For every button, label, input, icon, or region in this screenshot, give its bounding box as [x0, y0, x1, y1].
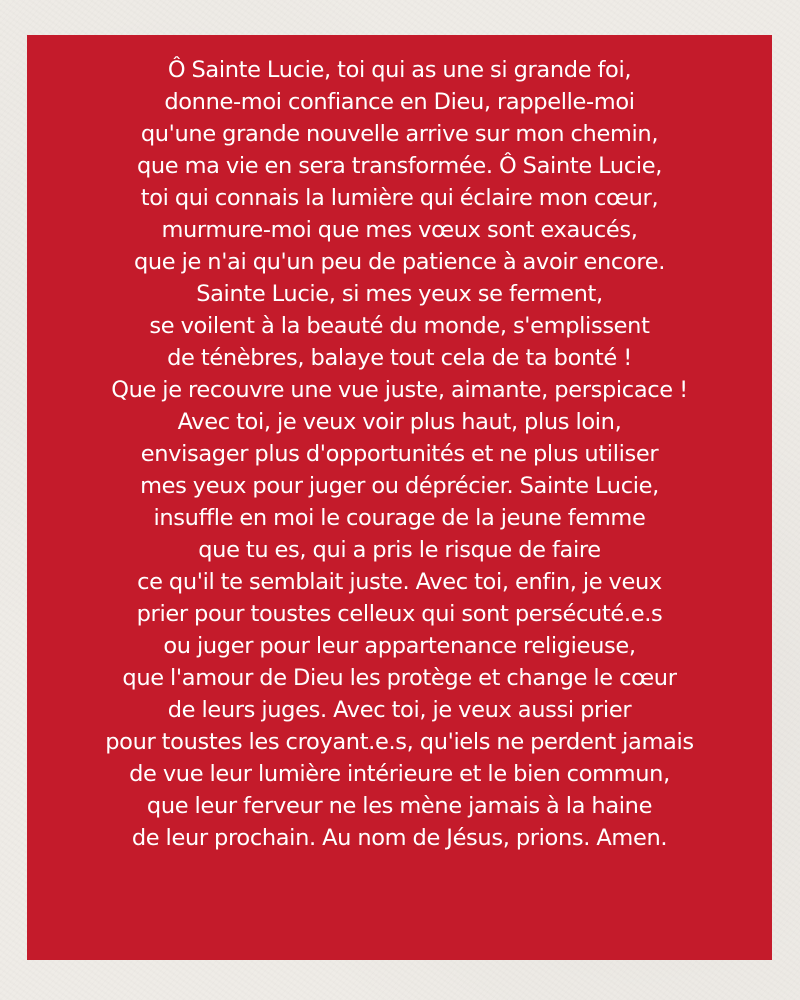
prayer-line: toi qui connais la lumière qui éclaire mon cœur, — [140, 185, 659, 211]
prayer-line: pour toustes les croyant.e.s, qu'iels ne perdent jamais — [105, 729, 694, 755]
prayer-line: se voilent à la beauté du monde, s'emplissent — [149, 313, 650, 339]
prayer-line: qu'une grande nouvelle arrive sur mon chemin, — [140, 121, 659, 147]
prayer-line: insuffle en moi le courage de la jeune femme — [153, 505, 646, 531]
prayer-line: Avec toi, je veux voir plus haut, plus loin, — [177, 409, 622, 435]
prayer-line: ce qu'il te semblait juste. Avec toi, enfin, je veux — [137, 569, 662, 595]
prayer-line: que tu es, qui a pris le risque de faire — [198, 537, 601, 563]
prayer-text — [35, 54, 764, 854]
prayer-card — [27, 35, 772, 960]
prayer-line: envisager plus d'opportunités et ne plus utiliser — [140, 441, 659, 467]
prayer-line: de vue leur lumière intérieure et le bien commun, — [129, 761, 670, 787]
prayer-line: Que je recouvre une vue juste, aimante, perspicace ! — [111, 377, 688, 403]
prayer-line: de leur prochain. Au nom de Jésus, prions. Amen. — [131, 825, 668, 851]
prayer-line: Sainte Lucie, si mes yeux se ferment, — [196, 281, 603, 307]
prayer-line: que leur ferveur ne les mène jamais à la haine — [146, 793, 653, 819]
prayer-line: donne-moi confiance en Dieu, rappelle-moi — [164, 89, 635, 115]
prayer-line: que je n'ai qu'un peu de patience à avoir encore. — [133, 249, 666, 275]
prayer-line: murmure-moi que mes vœux sont exaucés, — [161, 217, 638, 243]
prayer-line: prier pour toustes celleux qui sont persécuté.e.s — [136, 601, 663, 627]
prayer-line: que l'amour de Dieu les protège et change le cœur — [122, 665, 677, 691]
prayer-line: ou juger pour leur appartenance religieuse, — [163, 633, 636, 659]
prayer-line: que ma vie en sera transformée. Ô Sainte Lucie, — [136, 153, 663, 179]
prayer-line: mes yeux pour juger ou déprécier. Sainte Lucie, — [140, 473, 659, 499]
prayer-line: de leurs juges. Avec toi, je veux aussi prier — [167, 697, 632, 723]
prayer-line: Ô Sainte Lucie, toi qui as une si grande foi, — [167, 57, 632, 83]
prayer-line: de ténèbres, balaye tout cela de ta bonté ! — [167, 345, 632, 371]
